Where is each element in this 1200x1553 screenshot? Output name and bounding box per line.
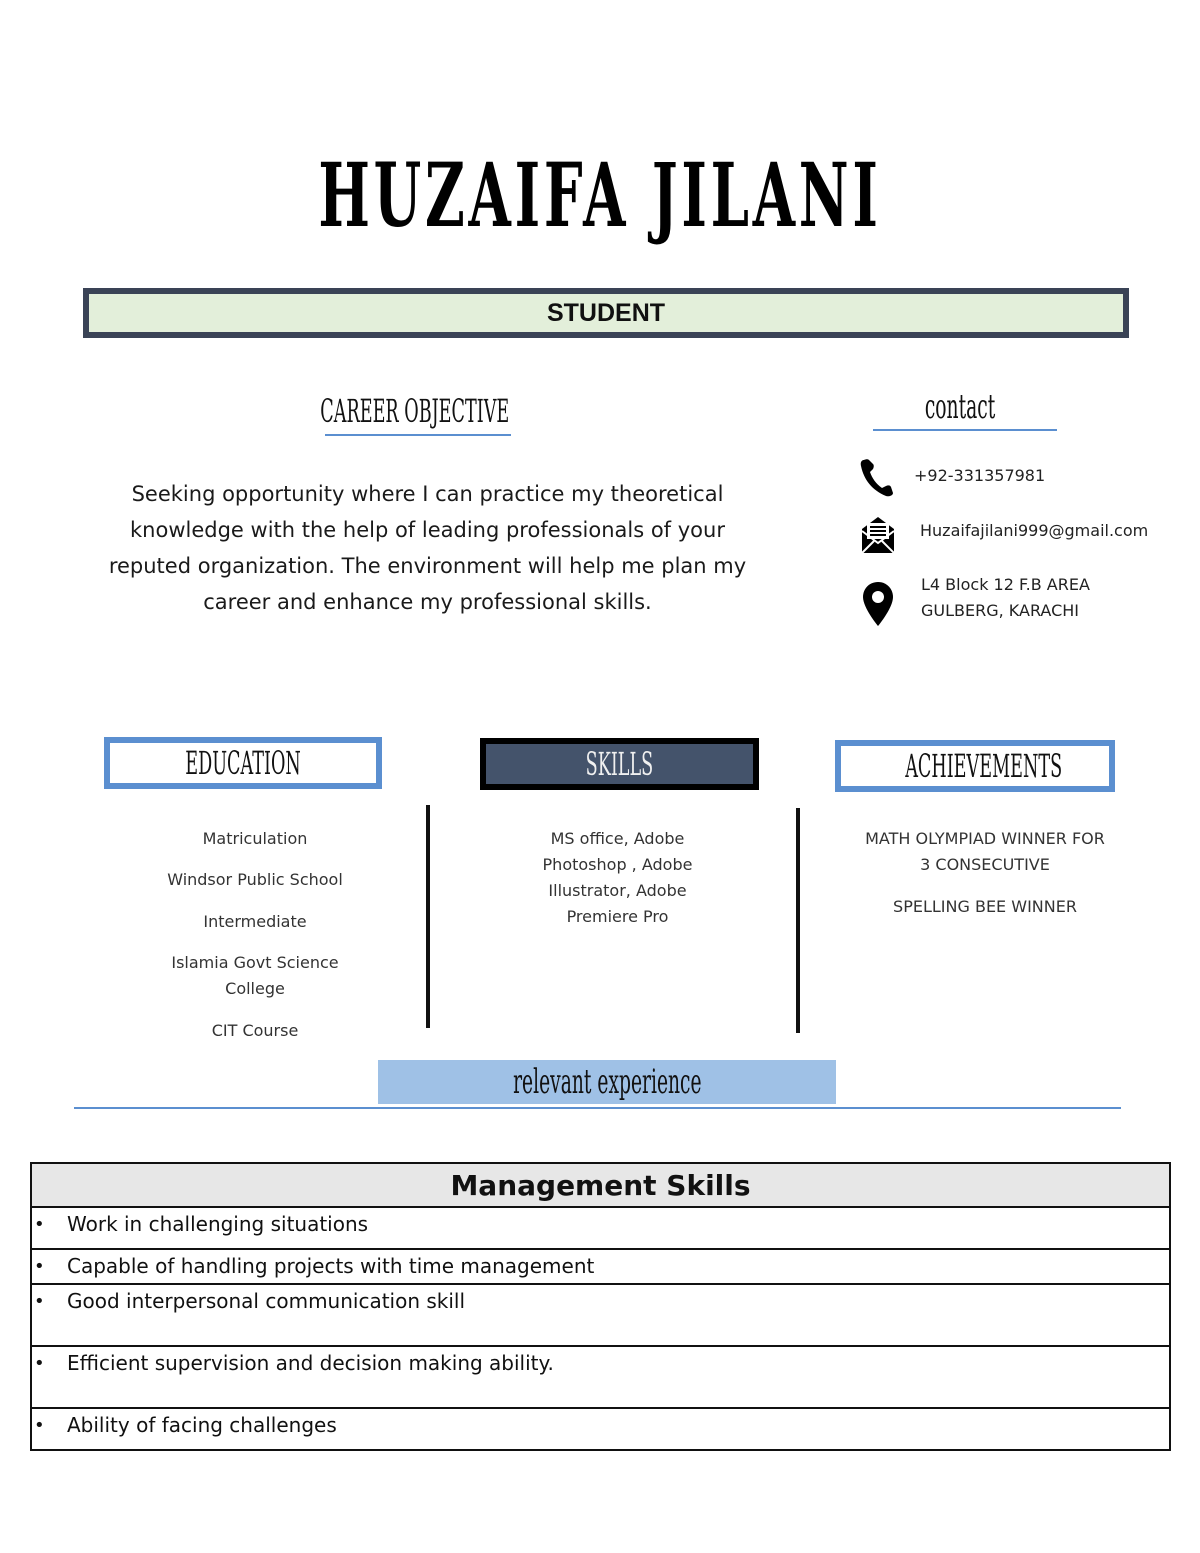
- contact-underline: [873, 429, 1057, 431]
- skills-heading-box: [480, 738, 759, 790]
- contact-heading: [860, 387, 1060, 429]
- skills-heading: SKILLS: [585, 745, 654, 783]
- phone-number: +92-331357981: [914, 466, 1046, 485]
- career-objective-underline: [325, 434, 511, 436]
- education-item: CIT Course: [211, 1021, 299, 1040]
- career-objective-text: Seeking opportunity where I can practice my theoretical knowledge with the help of leading professionals of your reputed organization. The environment will help me plan my career and enhance my professional skills.: [108, 482, 747, 614]
- location-pin-icon: [860, 580, 900, 624]
- achievements-heading: ACHIEVEMENTS: [905, 747, 1063, 785]
- education-heading-box: [104, 737, 382, 789]
- management-skill-item: Work in challenging situations: [67, 1212, 369, 1236]
- achievements-heading-box: [835, 740, 1115, 792]
- management-skill-item: Good interpersonal communication skill: [67, 1289, 466, 1313]
- management-skills-heading: Management Skills: [32, 1164, 1169, 1208]
- bullet-icon: •: [34, 1415, 45, 1436]
- achievement-item: SPELLING BEE WINNER: [893, 897, 1077, 916]
- candidate-name: HUZAIFA JILANI: [318, 143, 882, 247]
- education-item: Islamia Govt Science College: [171, 953, 339, 998]
- column-divider: [796, 808, 800, 1033]
- skills-text: MS office, Adobe Photoshop , Adobe Illustrator, Adobe Premiere Pro: [542, 829, 693, 926]
- relevant-experience-heading-box: [378, 1060, 836, 1104]
- career-objective-heading-text: CAREER OBJECTIVE: [320, 392, 510, 430]
- table-row: [32, 1409, 1169, 1449]
- bullet-icon: •: [34, 1256, 45, 1277]
- bullet-icon: •: [34, 1214, 45, 1235]
- phone-icon: [858, 456, 898, 500]
- table-row: [32, 1347, 1169, 1409]
- education-heading: EDUCATION: [185, 744, 301, 782]
- management-skill-item: Ability of facing challenges: [67, 1413, 337, 1437]
- education-item: Matriculation: [202, 829, 308, 848]
- bullet-icon: •: [34, 1353, 45, 1374]
- title-banner: [83, 288, 1129, 338]
- table-row: [32, 1250, 1169, 1285]
- management-skills-table: [30, 1162, 1171, 1451]
- table-row: [32, 1285, 1169, 1347]
- job-title: STUDENT: [546, 299, 666, 327]
- management-skill-item: Capable of handling projects with time management: [67, 1254, 595, 1278]
- contact-heading-text: contact: [924, 387, 996, 427]
- career-objective-heading: [240, 392, 590, 434]
- management-skill-item: Efficient supervision and decision making ability.: [67, 1351, 554, 1375]
- achievement-item: MATH OLYMPIAD WINNER FOR 3 CONSECUTIVE: [865, 829, 1105, 874]
- education-item: Intermediate: [203, 912, 307, 931]
- bullet-icon: •: [34, 1291, 45, 1312]
- column-divider: [426, 805, 430, 1028]
- address-line-1: L4 Block 12 F.B AREA: [921, 575, 1090, 594]
- address-line-2: GULBERG, KARACHI: [921, 601, 1080, 620]
- relevant-experience-heading: relevant experience: [512, 1062, 702, 1102]
- envelope-icon: [858, 515, 898, 559]
- email-address: Huzaifajilani999@gmail.com: [920, 521, 1149, 540]
- table-row: [32, 1208, 1169, 1250]
- relevant-experience-underline: [74, 1107, 1121, 1109]
- education-item: Windsor Public School: [167, 870, 343, 889]
